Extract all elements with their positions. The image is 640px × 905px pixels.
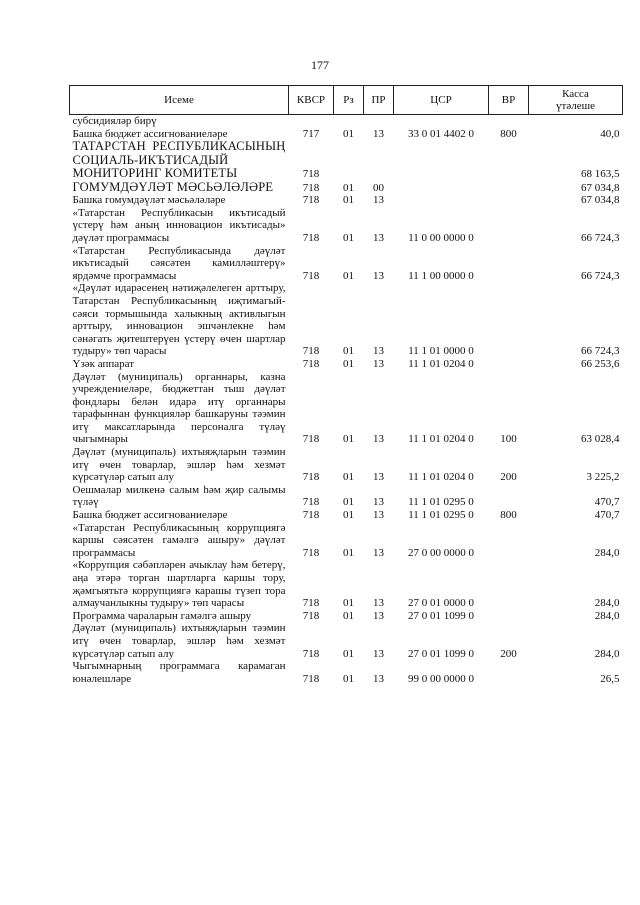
cell-kvsr: 718 [302,345,320,358]
cell-kassa: 66 724,3 [581,231,620,244]
cell-vr: 100 [500,433,517,446]
cell-kassa: 470,7 [594,509,620,522]
cell-name: Дәүләт (муниципаль) органнары, казна учреждениеләре, бюджеттан тыш дәүләт фондлары белән идарә итү органнары тарафыннан функцияләр башкаруны тәэмин итү максатларында персоналга түләү чыгымнары [72,370,286,446]
cell-kvsr: 718 [302,168,320,181]
cell-pr: 00 [373,181,384,194]
cell-pr [364,115,394,128]
cell-name: Башка бюджет ассигнованиеләре [72,127,228,140]
cell-rz: 01 [343,231,354,244]
table-row [70,446,623,484]
cell-csr: 11 1 01 0204 0 [408,471,474,484]
cell-pr: 13 [373,471,384,484]
header-kvsr: КВСР [289,86,334,115]
cell-name: Оешмалар милкенә салым һәм җир салымы түләү [72,483,286,509]
cell-kvsr: 718 [302,269,320,282]
cell-csr [394,181,489,195]
cell-name: «Татарстан Республикасының коррупциягә каршы сәясәтен гамәлгә ашыру» дәүләт программасы [72,521,286,559]
cell-rz: 01 [343,471,354,484]
cell-kvsr: 718 [302,647,320,660]
table-row [70,194,623,207]
table-row [70,522,623,560]
cell-pr: 13 [373,496,384,509]
cell-kassa: 470,7 [594,496,620,509]
cell-rz: 01 [343,269,354,282]
cell-name: Башка бюджет ассигнованиеләре [72,509,228,522]
cell-rz: 01 [343,357,354,370]
cell-kvsr: 718 [302,546,320,559]
cell-name: «Дәүләт идарәсенең нәтиҗәлелеген арттыру, Татарстан Республикасының иҗтимагый-сәяси тормышында халыкның активлыгын арттыру, инновацион эшчәнлекне һәм сәнәгать җитештерүен үстерү өчен шартлар тудыру» төп чарасы [72,282,286,358]
cell-kvsr: 718 [302,672,320,685]
cell-vr: 800 [500,127,517,140]
cell-name: «Коррупция сәбәпләрен ачыклау һәм бетерү, аңа этәрә торган шартларга каршы тору, җәмгыятьтә коррупциягә карашы түзеп тора алмаучанлыкны тудыру» төп чарасы [72,559,286,610]
cell-kassa: 66 253,6 [581,357,620,370]
cell-name: «Татарстан Республикасында дәүләт икътисадый сәясәтен камилләштерү» ярдәмче программасы [72,244,286,282]
cell-kassa: 284,0 [594,609,620,622]
cell-vr [489,484,529,509]
cell-rz: 01 [343,127,354,140]
cell-vr [489,522,529,560]
cell-vr [489,181,529,195]
cell-vr [489,282,529,358]
cell-kassa: 68 163,5 [581,168,620,181]
cell-kassa: 26,5 [600,672,620,685]
cell-pr: 13 [373,433,384,446]
cell-pr: 13 [373,345,384,358]
cell-vr [489,140,529,181]
cell-rz: 01 [343,433,354,446]
cell-pr: 13 [373,231,384,244]
cell-pr: 13 [373,127,384,140]
cell-kassa [529,115,623,128]
cell-kvsr: 717 [302,127,320,140]
table-row [70,282,623,358]
cell-rz: 01 [343,181,354,194]
cell-csr [394,194,489,207]
cell-kassa: 3 225,2 [586,471,620,484]
cell-kvsr: 718 [302,433,320,446]
cell-rz: 01 [343,546,354,559]
cell-csr: 33 0 01 4402 0 [408,127,474,140]
cell-csr: 11 1 01 0295 0 [408,509,474,522]
cell-kvsr: 718 [302,231,320,244]
cell-csr: 11 1 01 0000 0 [408,345,474,358]
cell-csr [394,140,489,181]
cell-vr: 200 [500,647,517,660]
cell-rz: 01 [343,672,354,685]
cell-name: Программа чараларын гамәлгә ашыру [72,609,252,622]
cell-kvsr: 718 [302,597,320,610]
cell-kvsr: 718 [302,471,320,484]
cell-kassa: 66 724,3 [581,345,620,358]
cell-name: Үзәк аппарат [72,357,135,370]
cell-csr: 11 1 01 0295 0 [408,496,474,509]
cell-vr [489,207,529,245]
cell-rz: 01 [343,509,354,522]
cell-kassa: 284,0 [594,647,620,660]
cell-csr: 99 0 00 0000 0 [408,672,474,685]
cell-pr: 13 [373,672,384,685]
table-row [70,559,623,609]
cell-csr: 11 0 00 0000 0 [408,231,474,244]
cell-csr: 27 0 00 0000 0 [408,546,474,559]
table-row [70,115,623,128]
cell-kvsr: 718 [302,181,320,194]
cell-pr: 13 [373,357,384,370]
cell-name: ГОМУМДӘҮЛӘТ МӘСЬӘЛӘЛӘРЕ [72,179,274,194]
cell-csr: 11 1 00 0000 0 [408,269,474,282]
budget-table [69,85,623,685]
cell-rz: 01 [343,597,354,610]
table-row [70,610,623,623]
table-row [70,207,623,245]
cell-name: Башка гомумдәүләт мәсьәләләре [72,194,226,207]
cell-rz: 01 [343,194,354,207]
cell-kvsr: 718 [302,357,320,370]
cell-kassa: 67 034,8 [581,181,620,194]
cell-csr: 27 0 01 0000 0 [408,597,474,610]
cell-name: ТАТАРСТАН РЕСПУБЛИКАСЫНЫҢ СОЦИАЛЬ-ИКЪТИСАДЫЙ МОНИТОРИНГ КОМИТЕТЫ [72,139,286,181]
cell-csr: 11 1 01 0204 0 [408,357,474,370]
cell-kvsr: 718 [302,194,320,207]
cell-rz [334,140,364,181]
cell-rz [334,115,364,128]
cell-vr [489,660,529,685]
cell-pr: 13 [373,509,384,522]
cell-pr: 13 [373,269,384,282]
cell-pr: 13 [373,597,384,610]
cell-kvsr: 718 [302,496,320,509]
cell-csr [394,115,489,128]
cell-kassa: 67 034,8 [581,194,620,207]
cell-pr: 13 [373,647,384,660]
cell-kvsr: 718 [302,609,320,622]
table-row [70,622,623,660]
cell-rz: 01 [343,609,354,622]
header-kassa-line2: үтәлеше [556,100,595,112]
cell-name: Дәүләт (муниципаль) ихтыяҗларын тәэмин итү өчен товарлар, эшләр һәм хезмәт күрсәтүләр сатып алу [72,446,286,484]
table-header-row [70,86,623,115]
table-row [70,509,623,522]
cell-pr: 13 [373,609,384,622]
cell-rz: 01 [343,647,354,660]
cell-pr: 13 [373,546,384,559]
cell-kvsr [289,115,334,128]
header-name: Исеме [70,86,289,115]
table-row [70,181,623,195]
cell-kassa: 284,0 [594,597,620,610]
cell-csr: 11 1 01 0204 0 [408,433,474,446]
cell-name: Дәүләт (муниципаль) ихтыяҗларын тәэмин итү өчен товарлар, эшләр һәм хезмәт күрсәтүләр сатып алу [72,622,286,660]
header-rz: Рз [334,86,364,115]
table-row [70,140,623,181]
cell-vr: 800 [500,509,517,522]
cell-vr [489,559,529,609]
cell-kassa: 63 028,4 [581,433,620,446]
table-row [70,484,623,509]
table-row [70,371,623,447]
cell-rz: 01 [343,496,354,509]
cell-vr [489,245,529,283]
cell-pr [364,140,394,181]
cell-vr [489,610,529,623]
cell-kassa: 284,0 [594,546,620,559]
header-pr: ПР [364,86,394,115]
table-row [70,245,623,283]
cell-name: Чыгымнарның программага карамаган юнәлешләре [72,660,286,685]
cell-csr: 27 0 01 1099 0 [408,647,474,660]
cell-vr [489,194,529,207]
cell-vr [489,115,529,128]
cell-kassa: 66 724,3 [581,269,620,282]
cell-pr: 13 [373,194,384,207]
cell-kassa: 40,0 [600,127,620,140]
cell-rz: 01 [343,345,354,358]
table-body [70,115,623,686]
cell-name: субсидияләр бирү [72,115,157,127]
cell-vr [489,358,529,371]
cell-kvsr: 718 [302,509,320,522]
header-vr: ВР [489,86,529,115]
header-kassa-line1: Касса [562,88,589,100]
cell-vr: 200 [500,471,517,484]
cell-csr: 27 0 01 1099 0 [408,609,474,622]
table-row [70,660,623,685]
header-csr: ЦСР [394,86,489,115]
page-number: 177 [311,58,329,72]
table-row [70,358,623,371]
header-kassa [529,86,623,115]
cell-name: «Татарстан Республикасын икътисадый үстерү һәм аның инновацион икътисады» дәүләт программасы [72,206,286,244]
